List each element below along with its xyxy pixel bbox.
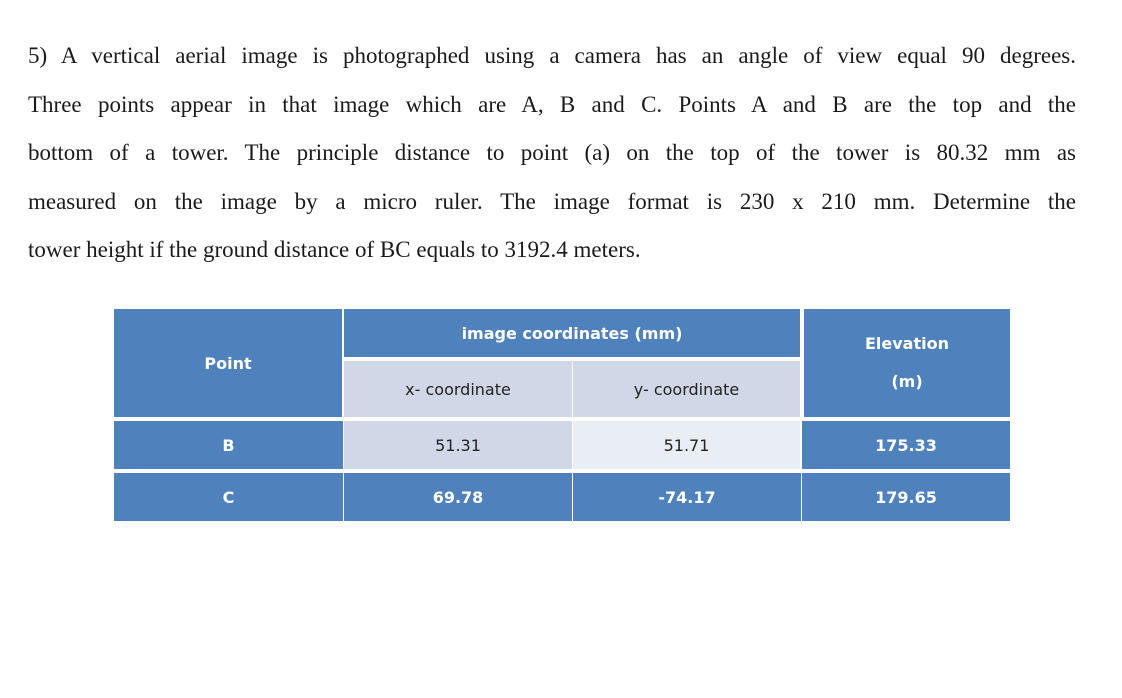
table-row xyxy=(114,421,1010,469)
header-point: Point xyxy=(114,309,344,417)
header-image-coordinates: image coordinates (mm) xyxy=(344,309,802,361)
coordinates-table xyxy=(114,309,1010,521)
problem-line-2: Three points appear in that image which are A, B and C. Points A and B are the top and the xyxy=(28,91,1076,117)
row-b-point: B xyxy=(114,421,344,469)
header-x-coordinate: x- coordinate xyxy=(344,361,573,417)
row-b-x: 51.31 xyxy=(344,421,573,469)
problem-line-5: tower height if the ground distance of BC equals to 3192.4 meters. xyxy=(28,237,641,262)
header-y-coordinate: y- coordinate xyxy=(573,361,802,417)
row-c-y: -74.17 xyxy=(573,473,802,521)
problem-line-3: bottom of a tower. The principle distance to point (a) on the top of the tower is 80.32 mm as xyxy=(28,140,1076,165)
row-c-x: 69.78 xyxy=(344,473,573,521)
problem-line-1: 5) A vertical aerial image is photographed using a camera has an angle of view equal 90 degrees. xyxy=(28,43,1076,68)
header-elevation-unit: (m) xyxy=(891,372,923,391)
problem-line-4: measured on the image by a micro ruler. The image format is 230 x 210 mm. Determine the xyxy=(28,188,1076,214)
problem-statement xyxy=(28,36,1076,279)
row-c-elevation: 179.65 xyxy=(802,473,1010,521)
table-row xyxy=(114,473,1010,521)
row-c-point: C xyxy=(114,473,344,521)
row-b-elevation: 175.33 xyxy=(802,421,1010,469)
header-elevation-label: Elevation xyxy=(864,334,949,353)
header-elevation xyxy=(802,309,1010,417)
row-b-y: 51.71 xyxy=(573,421,802,469)
